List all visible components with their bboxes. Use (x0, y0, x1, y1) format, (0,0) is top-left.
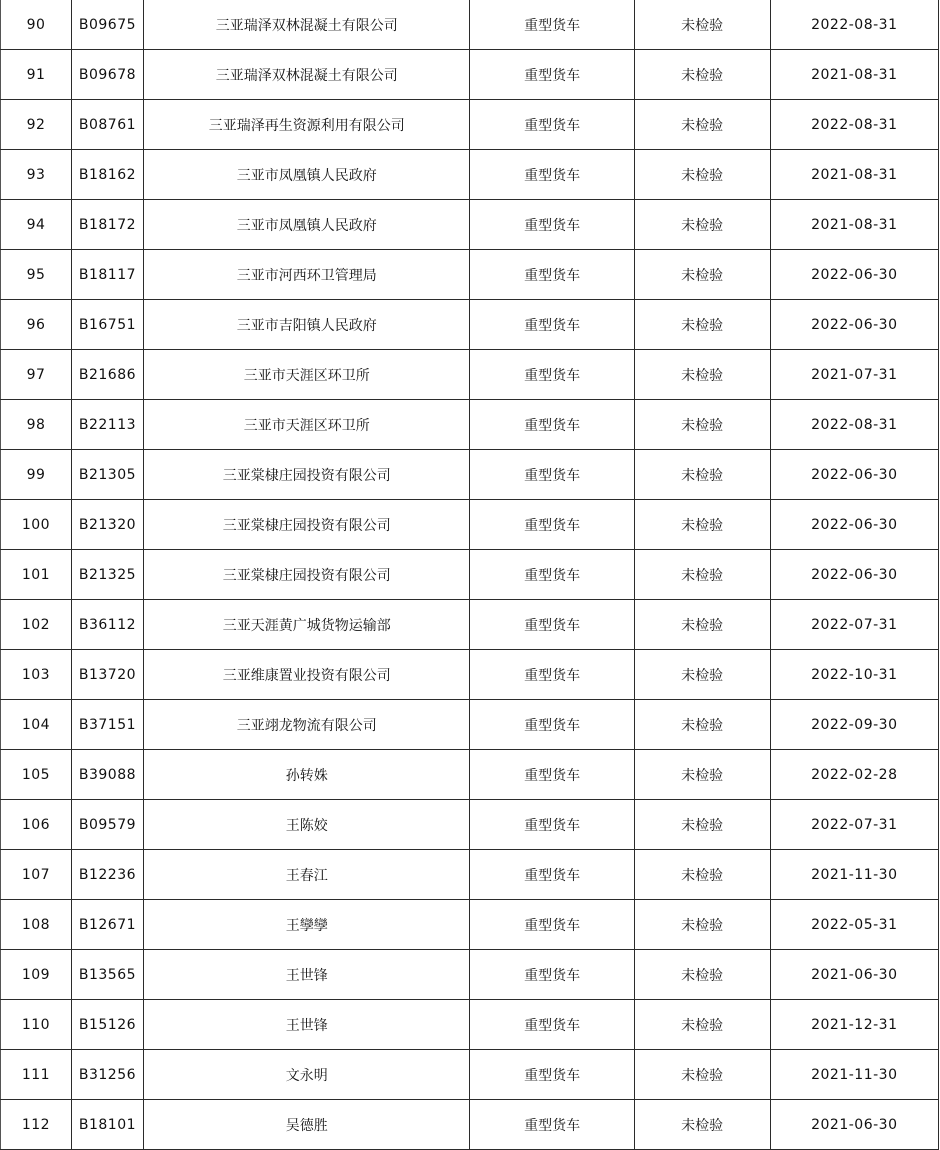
due-date-cell: 2021-08-31 (770, 150, 938, 200)
due-date-cell: 2022-08-31 (770, 0, 938, 50)
inspection-status-cell: 未检验 (634, 300, 770, 350)
table-row (1, 350, 939, 400)
inspection-status-cell: 未检验 (634, 500, 770, 550)
table-row (1, 450, 939, 500)
vehicle-type-cell: 重型货车 (470, 900, 634, 950)
vehicle-type-cell: 重型货车 (470, 300, 634, 350)
owner-name-cell: 三亚市天涯区环卫所 (143, 350, 470, 400)
due-date-cell: 2022-06-30 (770, 500, 938, 550)
owner-name-cell: 王世锋 (143, 1000, 470, 1050)
row-number-cell: 99 (1, 450, 72, 500)
due-date-cell: 2022-05-31 (770, 900, 938, 950)
owner-name-cell: 三亚维康置业投资有限公司 (143, 650, 470, 700)
plate-number-cell: B09579 (71, 800, 143, 850)
due-date-cell: 2022-08-31 (770, 400, 938, 450)
plate-number-cell: B18172 (71, 200, 143, 250)
plate-number-cell: B12671 (71, 900, 143, 950)
row-number-cell: 102 (1, 600, 72, 650)
due-date-cell: 2021-06-30 (770, 1100, 938, 1150)
row-number-cell: 111 (1, 1050, 72, 1100)
vehicle-type-cell: 重型货车 (470, 50, 634, 100)
vehicle-type-cell: 重型货车 (470, 600, 634, 650)
owner-name-cell: 孙转姝 (143, 750, 470, 800)
owner-name-cell: 三亚瑞泽双林混凝土有限公司 (143, 0, 470, 50)
row-number-cell: 104 (1, 700, 72, 750)
owner-name-cell: 王孿孿 (143, 900, 470, 950)
table-row (1, 150, 939, 200)
inspection-status-cell: 未检验 (634, 400, 770, 450)
due-date-cell: 2022-06-30 (770, 450, 938, 500)
plate-number-cell: B13565 (71, 950, 143, 1000)
plate-number-cell: B36112 (71, 600, 143, 650)
inspection-status-cell: 未检验 (634, 1100, 770, 1150)
row-number-cell: 109 (1, 950, 72, 1000)
owner-name-cell: 三亚棠棣庄园投资有限公司 (143, 500, 470, 550)
row-number-cell: 91 (1, 50, 72, 100)
owner-name-cell: 三亚市凤凰镇人民政府 (143, 200, 470, 250)
vehicle-type-cell: 重型货车 (470, 1050, 634, 1100)
vehicle-type-cell: 重型货车 (470, 850, 634, 900)
inspection-status-cell: 未检验 (634, 700, 770, 750)
vehicle-type-cell: 重型货车 (470, 1000, 634, 1050)
row-number-cell: 110 (1, 1000, 72, 1050)
inspection-status-cell: 未检验 (634, 100, 770, 150)
table-row (1, 750, 939, 800)
vehicle-type-cell: 重型货车 (470, 350, 634, 400)
plate-number-cell: B18101 (71, 1100, 143, 1150)
due-date-cell: 2022-07-31 (770, 600, 938, 650)
inspection-status-cell: 未检验 (634, 900, 770, 950)
inspection-status-cell: 未检验 (634, 950, 770, 1000)
table-row (1, 900, 939, 950)
row-number-cell: 107 (1, 850, 72, 900)
inspection-status-cell: 未检验 (634, 750, 770, 800)
plate-number-cell: B12236 (71, 850, 143, 900)
plate-number-cell: B08761 (71, 100, 143, 150)
owner-name-cell: 文永明 (143, 1050, 470, 1100)
owner-name-cell: 三亚翊龙物流有限公司 (143, 700, 470, 750)
table-row (1, 1050, 939, 1100)
vehicle-type-cell: 重型货车 (470, 100, 634, 150)
row-number-cell: 98 (1, 400, 72, 450)
inspection-status-cell: 未检验 (634, 1000, 770, 1050)
inspection-status-cell: 未检验 (634, 600, 770, 650)
row-number-cell: 108 (1, 900, 72, 950)
inspection-status-cell: 未检验 (634, 850, 770, 900)
inspection-status-cell: 未检验 (634, 350, 770, 400)
table-row (1, 850, 939, 900)
due-date-cell: 2022-08-31 (770, 100, 938, 150)
due-date-cell: 2021-08-31 (770, 50, 938, 100)
plate-number-cell: B09678 (71, 50, 143, 100)
plate-number-cell: B22113 (71, 400, 143, 450)
due-date-cell: 2021-07-31 (770, 350, 938, 400)
inspection-status-cell: 未检验 (634, 800, 770, 850)
vehicle-type-cell: 重型货车 (470, 0, 634, 50)
inspection-status-cell: 未检验 (634, 0, 770, 50)
vehicle-type-cell: 重型货车 (470, 500, 634, 550)
row-number-cell: 96 (1, 300, 72, 350)
row-number-cell: 101 (1, 550, 72, 600)
table-row (1, 250, 939, 300)
due-date-cell: 2022-10-31 (770, 650, 938, 700)
vehicle-type-cell: 重型货车 (470, 700, 634, 750)
plate-number-cell: B21320 (71, 500, 143, 550)
due-date-cell: 2022-06-30 (770, 250, 938, 300)
row-number-cell: 93 (1, 150, 72, 200)
owner-name-cell: 三亚瑞泽再生资源利用有限公司 (143, 100, 470, 150)
due-date-cell: 2021-08-31 (770, 200, 938, 250)
plate-number-cell: B37151 (71, 700, 143, 750)
inspection-status-cell: 未检验 (634, 550, 770, 600)
inspection-status-cell: 未检验 (634, 450, 770, 500)
row-number-cell: 95 (1, 250, 72, 300)
row-number-cell: 97 (1, 350, 72, 400)
due-date-cell: 2022-06-30 (770, 550, 938, 600)
vehicle-type-cell: 重型货车 (470, 950, 634, 1000)
inspection-status-cell: 未检验 (634, 200, 770, 250)
vehicle-type-cell: 重型货车 (470, 400, 634, 450)
table-row (1, 650, 939, 700)
table-row (1, 0, 939, 50)
plate-number-cell: B15126 (71, 1000, 143, 1050)
vehicle-type-cell: 重型货车 (470, 150, 634, 200)
vehicle-type-cell: 重型货车 (470, 800, 634, 850)
owner-name-cell: 三亚棠棣庄园投资有限公司 (143, 550, 470, 600)
vehicle-type-cell: 重型货车 (470, 250, 634, 300)
owner-name-cell: 三亚市天涯区环卫所 (143, 400, 470, 450)
row-number-cell: 112 (1, 1100, 72, 1150)
plate-number-cell: B21305 (71, 450, 143, 500)
row-number-cell: 103 (1, 650, 72, 700)
owner-name-cell: 吴德胜 (143, 1100, 470, 1150)
table-row (1, 400, 939, 450)
vehicle-type-cell: 重型货车 (470, 650, 634, 700)
due-date-cell: 2021-11-30 (770, 1050, 938, 1100)
plate-number-cell: B16751 (71, 300, 143, 350)
table-body (1, 0, 939, 1150)
vehicle-type-cell: 重型货车 (470, 200, 634, 250)
due-date-cell: 2021-06-30 (770, 950, 938, 1000)
plate-number-cell: B31256 (71, 1050, 143, 1100)
row-number-cell: 105 (1, 750, 72, 800)
due-date-cell: 2022-07-31 (770, 800, 938, 850)
inspection-status-cell: 未检验 (634, 50, 770, 100)
row-number-cell: 90 (1, 0, 72, 50)
vehicle-type-cell: 重型货车 (470, 550, 634, 600)
table-row (1, 700, 939, 750)
plate-number-cell: B13720 (71, 650, 143, 700)
owner-name-cell: 王春江 (143, 850, 470, 900)
plate-number-cell: B18117 (71, 250, 143, 300)
owner-name-cell: 王世锋 (143, 950, 470, 1000)
table-row (1, 1000, 939, 1050)
owner-name-cell: 三亚市河西环卫管理局 (143, 250, 470, 300)
row-number-cell: 106 (1, 800, 72, 850)
table-row (1, 600, 939, 650)
plate-number-cell: B39088 (71, 750, 143, 800)
due-date-cell: 2022-02-28 (770, 750, 938, 800)
plate-number-cell: B21686 (71, 350, 143, 400)
plate-number-cell: B18162 (71, 150, 143, 200)
plate-number-cell: B09675 (71, 0, 143, 50)
due-date-cell: 2021-11-30 (770, 850, 938, 900)
inspection-status-cell: 未检验 (634, 650, 770, 700)
plate-number-cell: B21325 (71, 550, 143, 600)
vehicle-type-cell: 重型货车 (470, 450, 634, 500)
inspection-status-cell: 未检验 (634, 1050, 770, 1100)
owner-name-cell: 三亚市凤凰镇人民政府 (143, 150, 470, 200)
inspection-status-cell: 未检验 (634, 250, 770, 300)
row-number-cell: 94 (1, 200, 72, 250)
owner-name-cell: 三亚棠棣庄园投资有限公司 (143, 450, 470, 500)
owner-name-cell: 三亚市吉阳镇人民政府 (143, 300, 470, 350)
table-row (1, 550, 939, 600)
vehicle-type-cell: 重型货车 (470, 750, 634, 800)
table-row (1, 800, 939, 850)
table-row (1, 200, 939, 250)
inspection-status-cell: 未检验 (634, 150, 770, 200)
owner-name-cell: 王陈姣 (143, 800, 470, 850)
due-date-cell: 2022-09-30 (770, 700, 938, 750)
vehicle-type-cell: 重型货车 (470, 1100, 634, 1150)
table-row (1, 1100, 939, 1150)
table-row (1, 50, 939, 100)
owner-name-cell: 三亚瑞泽双林混凝土有限公司 (143, 50, 470, 100)
row-number-cell: 100 (1, 500, 72, 550)
due-date-cell: 2021-12-31 (770, 1000, 938, 1050)
table-row (1, 500, 939, 550)
owner-name-cell: 三亚天涯黄广城货物运输部 (143, 600, 470, 650)
row-number-cell: 92 (1, 100, 72, 150)
table-row (1, 950, 939, 1000)
table-row (1, 300, 939, 350)
due-date-cell: 2022-06-30 (770, 300, 938, 350)
table-row (1, 100, 939, 150)
